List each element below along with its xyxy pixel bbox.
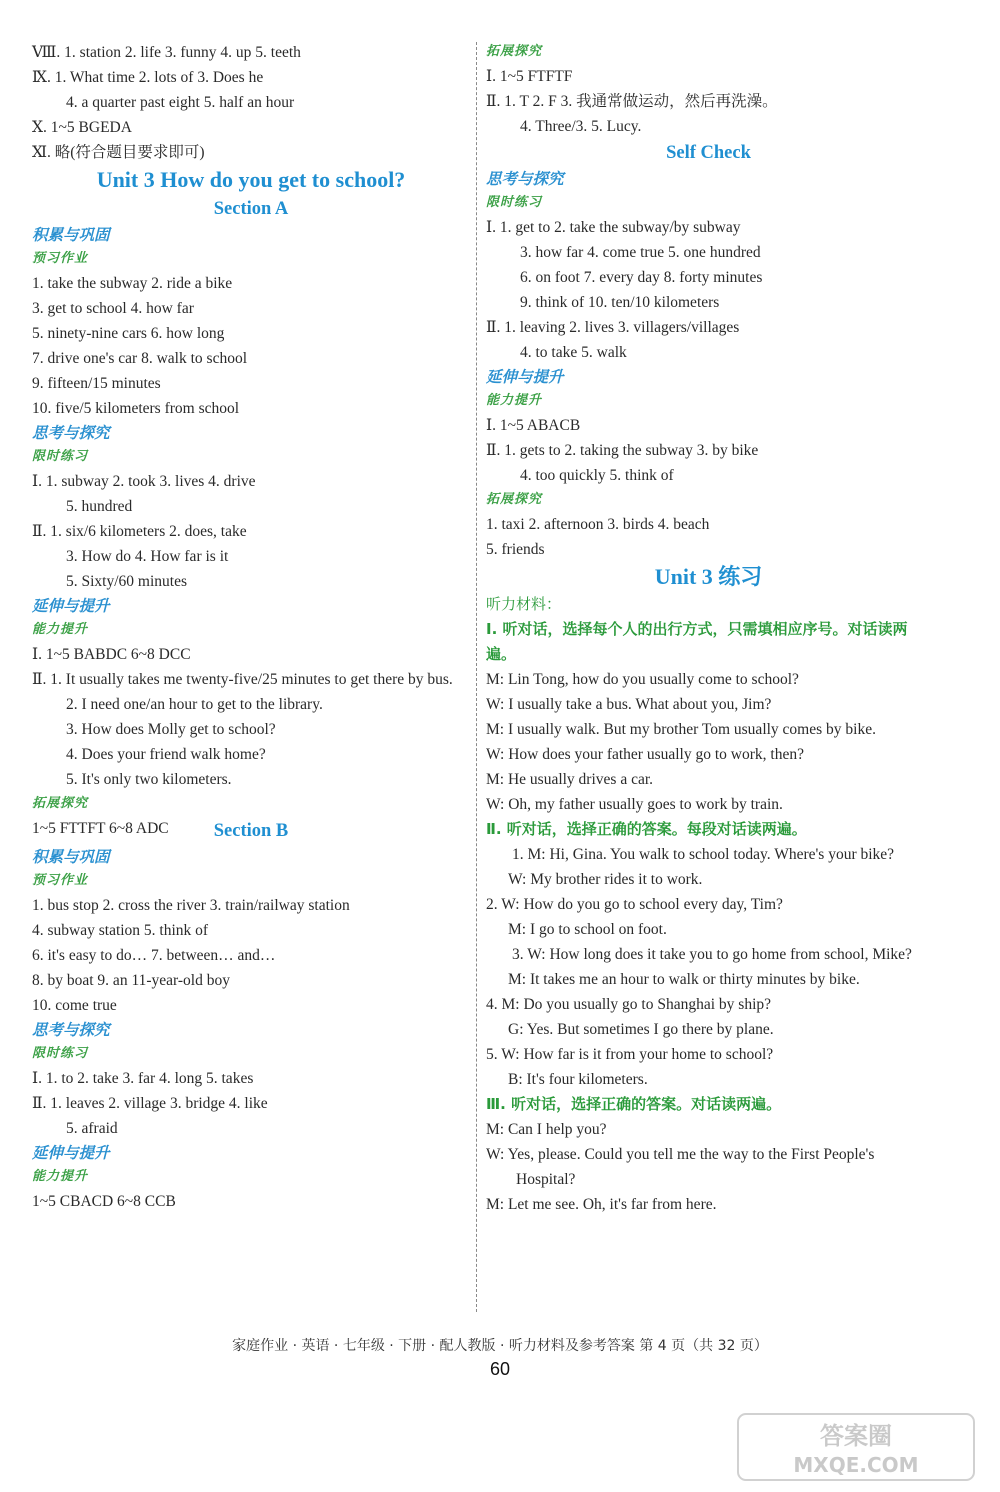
- subcategory-heading: 能力提升: [32, 622, 89, 637]
- answer-line: Ⅰ. 1. subway 2. took 3. lives 4. drive: [32, 473, 256, 490]
- subcategory-heading: 限时练习: [486, 195, 543, 210]
- category-heading: 思考与探究: [32, 424, 110, 442]
- subcategory-heading: 拓展探究: [486, 492, 543, 507]
- answer-line: Ⅱ. 1. T 2. F 3. 我通常做运动，然后再洗澡。: [486, 93, 778, 110]
- right-column: [486, 40, 931, 1217]
- dialogue-line: M: Can I help you?: [486, 1121, 607, 1138]
- subcategory-heading: 拓展探究: [32, 796, 89, 811]
- unit-title: Unit 3 How do you get to school?: [96, 167, 406, 192]
- dialogue-line: M: I go to school on foot.: [508, 921, 667, 938]
- dialogue-line: M: Let me see. Oh, it's far from here.: [486, 1196, 717, 1213]
- part-heading: Ⅱ. 听对话，选择正确的答案。每段对话读两遍。: [486, 820, 807, 838]
- subcategory-heading: 能力提升: [486, 393, 543, 408]
- answer-line: 5. It's only two kilometers.: [66, 771, 232, 788]
- answer-line: 5. ninety-nine cars 6. how long: [32, 325, 225, 342]
- page-number: 60: [489, 1359, 511, 1379]
- answer-line: 1. take the subway 2. ride a bike: [32, 275, 233, 292]
- subcategory-heading: 限时练习: [32, 1046, 89, 1061]
- section-b-title: Section B: [213, 821, 289, 841]
- answer-line: 9. think of 10. ten/10 kilometers: [520, 294, 720, 311]
- answer-line: Ⅰ. 1~5 ABACB: [486, 417, 581, 434]
- category-heading: 延伸与提升: [32, 1144, 110, 1162]
- part-heading: Ⅲ. 听对话，选择正确的答案。对话读两遍。: [486, 1095, 782, 1113]
- dialogue-line: 3. W: How long does it take you to go home from school, Mike?: [512, 946, 912, 963]
- answer-line: 1. bus stop 2. cross the river 3. train/railway station: [32, 897, 350, 914]
- answer-line: Ⅱ. 1. leaves 2. village 3. bridge 4. like: [32, 1095, 268, 1112]
- answer-line: Ⅸ. 1. What time 2. lots of 3. Does he: [32, 69, 264, 86]
- answer-line: 4. Does your friend walk home?: [66, 746, 266, 763]
- answer-line: 1. taxi 2. afternoon 3. birds 4. beach: [486, 516, 710, 533]
- category-heading: 积累与巩固: [32, 226, 110, 244]
- answer-line: Ⅰ. 1. get to 2. take the subway/by subway: [486, 219, 741, 236]
- answer-line: 5. hundred: [66, 498, 133, 515]
- category-heading: 延伸与提升: [486, 368, 564, 386]
- answer-line: 4. to take 5. walk: [520, 344, 627, 361]
- watermark-text: MXQE.COM: [793, 1453, 919, 1477]
- answer-line: 5. afraid: [66, 1120, 118, 1137]
- answer-line: 3. How do 4. How far is it: [66, 548, 229, 565]
- watermark-logo: [736, 1412, 976, 1482]
- dialogue-line: 4. M: Do you usually go to Shanghai by ship?: [486, 996, 772, 1013]
- answer-line: Ⅰ. 1~5 BABDC 6~8 DCC: [32, 646, 191, 663]
- answer-line: Ⅹ. 1~5 BGEDA: [32, 119, 132, 136]
- self-check-title: Self Check: [666, 143, 751, 163]
- page-footer: 家庭作业 · 英语 · 七年级 · 下册 · 配人教版 · 听力材料及参考答案 第 4 页（共 32 页）: [232, 1338, 768, 1354]
- dialogue-line: W: I usually take a bus. What about you, Jim?: [486, 696, 772, 713]
- dialogue-line: M: Lin Tong, how do you usually come to school?: [486, 671, 799, 688]
- answer-line: 1~5 FTTFT 6~8 ADC: [32, 820, 169, 837]
- dialogue-line: B: It's four kilometers.: [508, 1071, 648, 1088]
- left-column: [32, 40, 470, 1214]
- subcategory-heading: 预习作业: [32, 251, 89, 266]
- answer-line: 8. by boat 9. an 11-year-old boy: [32, 972, 230, 989]
- answer-line: Ⅷ. 1. station 2. life 3. funny 4. up 5. teeth: [32, 44, 301, 61]
- dialogue-line: 2. W: How do you go to school every day, Tim?: [486, 896, 783, 913]
- subcategory-heading: 拓展探究: [486, 44, 543, 59]
- subcategory-heading: 预习作业: [32, 873, 89, 888]
- answer-line: 3. how far 4. come true 5. one hundred: [520, 244, 761, 261]
- category-heading: 延伸与提升: [32, 597, 110, 615]
- answer-line: Ⅰ. 1. to 2. take 3. far 4. long 5. takes: [32, 1070, 254, 1087]
- answer-line: 7. drive one's car 8. walk to school: [32, 350, 248, 367]
- answer-line: Ⅱ. 1. gets to 2. taking the subway 3. by bike: [486, 442, 759, 459]
- answer-line: Ⅱ. 1. six/6 kilometers 2. does, take: [32, 523, 247, 540]
- answer-line: 4. subway station 5. think of: [32, 922, 209, 939]
- answer-line: 6. on foot 7. every day 8. forty minutes: [520, 269, 763, 286]
- answer-line: 4. Three/3. 5. Lucy.: [520, 118, 642, 135]
- dialogue-line: M: It takes me an hour to walk or thirty minutes by bike.: [508, 971, 860, 988]
- subcategory-heading: 能力提升: [32, 1169, 89, 1184]
- watermark-cn: 答案圈: [820, 1422, 892, 1450]
- listening-label: 听力材料：: [486, 595, 562, 613]
- answer-line: Ⅱ. 1. It usually takes me twenty-five/25 minutes to get there by bus.: [32, 671, 453, 688]
- answer-line: 3. How does Molly get to school?: [66, 721, 276, 738]
- dialogue-line: W: How does your father usually go to work, then?: [486, 746, 804, 763]
- dialogue-line: 1. M: Hi, Gina. You walk to school today. Where's your bike?: [512, 846, 895, 863]
- dialogue-line: W: My brother rides it to work.: [508, 871, 703, 888]
- answer-line: 6. it's easy to do… 7. between… and…: [32, 947, 276, 964]
- answer-line: Ⅰ. 1~5 FTFTF: [486, 68, 573, 85]
- answer-line: 2. I need one/an hour to get to the library.: [66, 696, 323, 713]
- subcategory-heading: 限时练习: [32, 449, 89, 464]
- dialogue-line: W: Oh, my father usually goes to work by train.: [486, 796, 783, 813]
- answer-line: Ⅺ. 略(符合题目要求即可): [32, 144, 205, 161]
- answer-line: 3. get to school 4. how far: [32, 300, 194, 317]
- answer-line: 5. Sixty/60 minutes: [66, 573, 187, 590]
- dialogue-line: M: He usually drives a car.: [486, 771, 654, 788]
- answer-line: Ⅱ. 1. leaving 2. lives 3. villagers/villages: [486, 319, 740, 336]
- answer-line: 5. friends: [486, 541, 545, 558]
- column-divider: [476, 42, 477, 1312]
- answer-line: 1~5 CBACD 6~8 CCB: [32, 1193, 176, 1210]
- practice-unit-title: Unit 3 练习: [654, 564, 763, 589]
- category-heading: 积累与巩固: [32, 848, 110, 866]
- answer-line: 9. fifteen/15 minutes: [32, 375, 161, 392]
- category-heading: 思考与探究: [486, 170, 564, 188]
- answer-line: 4. too quickly 5. think of: [520, 467, 674, 484]
- part-heading: Ⅰ. 听对话，选择每个人的出行方式，只需填相应序号。对话读两遍。: [486, 620, 908, 663]
- dialogue-line: G: Yes. But sometimes I go there by plane.: [508, 1021, 774, 1038]
- answer-line: 10. come true: [32, 997, 117, 1014]
- section-a-title: Section A: [213, 199, 289, 219]
- dialogue-line: M: I usually walk. But my brother Tom usually comes by bike.: [486, 721, 876, 738]
- answer-line: 4. a quarter past eight 5. half an hour: [66, 94, 295, 111]
- dialogue-line: W: Yes, please. Could you tell me the way to the First People's Hospital?: [486, 1146, 875, 1188]
- category-heading: 思考与探究: [32, 1021, 110, 1039]
- dialogue-line: 5. W: How far is it from your home to school?: [486, 1046, 774, 1063]
- answer-line: 10. five/5 kilometers from school: [32, 400, 240, 417]
